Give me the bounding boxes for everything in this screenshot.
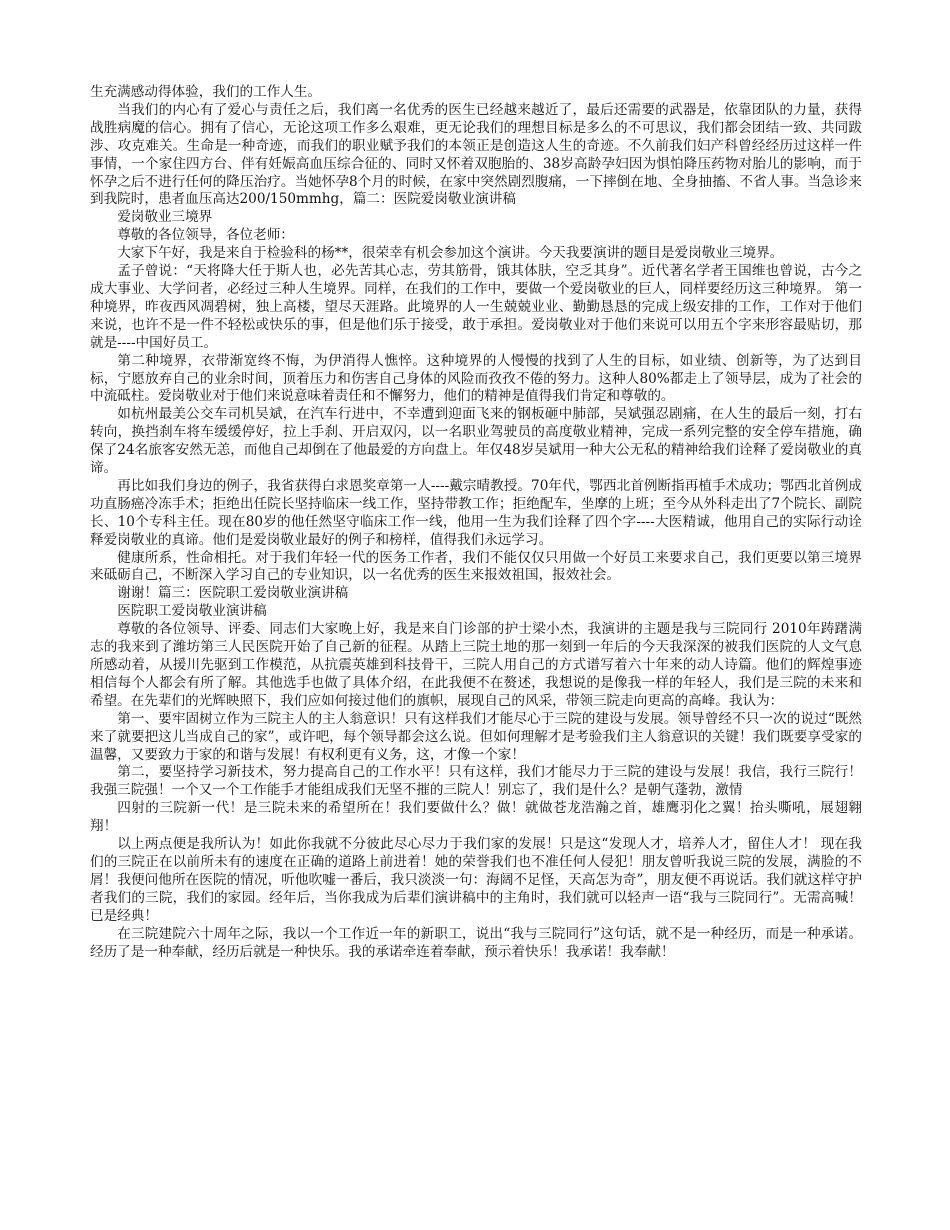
body-paragraph: 第二，要坚持学习新技术，努力提高自己的工作水平！只有这样，我们才能尽力于三院的建设与发展！我信，我行三院行！我强三院强！一个又一个工作能手才能组成我们无坚不摧的三院人！别忘了，我们是什么？是朝气蓬勃，激情 bbox=[90, 764, 862, 799]
body-paragraph: 第一、要牢固树立作为三院主人的主人翁意识！只有这样我们才能尽心于三院的建设与发展。领导曾经不只一次的说过“既然来了就要把这儿当成自己的家”，或许吧，每个领导都会这么说。但如何理解才是考验我们主人翁意识的关键！我们既要享受家的温馨，又要致力于家的和谐与发展！有权利更有义务，这，才像一个家！ bbox=[90, 710, 862, 763]
section-heading: 尊敬的各位领导，各位老师： bbox=[117, 227, 294, 244]
body-paragraph: 孟子曾说：“天将降大任于斯人也，必先苦其心志，劳其筋骨，饿其体肤，空乏其身”。近代著名学者王国维也曾说，古今之成大事业、大学问者，必经过三种人生境界。同样，在我们的工作中，要做一个爱岗敬业的巨人，同样要经历这三种境界。 第一种境界，昨夜西风凋碧树，独上高楼，望尽天涯路。此境界的人一生兢兢业业、勤勤恳恳的完成上级安排的工作，工作对于他们来说，也许不是一件不轻松或快乐的事，但是他们乐于接受，敢于承担。爱岗敬业对于他们来说可以用五个字来形容最贴切，那就是----中国好员工。 bbox=[90, 263, 862, 351]
section-heading: 医院职工爱岗敬业演讲稿 bbox=[117, 603, 267, 620]
body-paragraph: 第二种境界，衣带渐宽终不悔，为伊消得人憔悴。这种境界的人慢慢的找到了人生的目标，如业绩、创新等，为了达到目标，宁愿放弃自己的业余时间，顶着压力和伤害自己身体的风险而孜孜不倦的努力。这种人80%都走上了领导层，成为了社会的中流砥柱。爱岗敬业对于他们来说意味着责任和不懈努力，他们的精神是值得我们肯定和尊敬的。 bbox=[90, 352, 862, 405]
body-paragraph: 健康所系，性命相托。对于我们年轻一代的医务工作者，我们不能仅仅只用做一个好员工来要求自己，我们更要以第三境界来砥砺自己，不断深入学习自己的专业知识，以一名优秀的医生来报效祖国，报效社会。 bbox=[90, 549, 862, 584]
body-paragraph: 以上两点便是我所认为！如此你我就不分彼此尽心尽力于我们家的发展！只是这“发现人才，培养人才，留住人才！ 现在我们的三院正在以前所未有的速度在正确的道路上前进着！她的荣誉我们也不准任何人侵犯！朋友曾听我说三院的发展，满脸的不屑！我便问他所在医院的情况，听他吹嘘一番后，我只淡淡一句：海阔不足怪，天高怎为奇”，朋友便不再说话。我们就这样守护者我们的三院，我们的家园。经年后，当你我成为后辈们演讲稿中的主角时，我们就可以轻声一语“我与三院同行”。无需高喊！已是经典！ bbox=[90, 836, 862, 924]
body-paragraph: 再比如我们身边的例子，我省获得白求恩奖章第一人----戴宗晴教授。70年代，鄂西北首例断指再植手术成功；鄂西北首例成功直肠癌冷冻手术；拒绝出任院长坚持临床一线工作，坚持带教工作；拒绝配车，坐摩的上班；至今从外科走出了7个院长、副院长、10个专科主任。现在80岁的他任然坚守临床工作一线，他用一生为我们诠释了四个字----大医精诚，他用自己的实际行动诠释爱岗敬业的真谛。他们是爱岗敬业最好的例子和榜样，值得我们永远学习。 bbox=[90, 477, 862, 548]
body-paragraph: 生充满感动得体验，我们的工作人生。 bbox=[90, 84, 322, 100]
body-paragraph: 尊敬的各位领导、评委、同志们大家晚上好，我是来自门诊部的护士梁小杰，我演讲的主题是我与三院同行 2010年踌躇满志的我来到了潍坊第三人民医院开始了自己新的征程。从踏上三院土地的那一刻到一年后的今天我深深的被我们医院的人文气息所感动着，从援川先驱到工作模范，从抗震英雄到科技骨干，三院人用自己的方式谱写着六十年来的动人诗篇。他们的辉煌事迹相信每个人都会有所了解。其他选手也做了具体介绍，在此我便不在赘述，我想说的是像我一样的年轻人，我们是三院的未来和希望。在先辈们的光辉映照下，我们应如何接过他们的旗帜，展现自己的风采，带领三院走向更高的高峰。我认为： bbox=[90, 621, 862, 709]
body-paragraph: 四射的三院新一代！是三院未来的希望所在！我们要做什么？做！就做苍龙浩瀚之首，雄鹰羽化之翼！抬头嘶吼，展翅翱翔！ bbox=[90, 800, 862, 835]
body-paragraph: 如杭州最美公交车司机吴斌，在汽车行进中，不幸遭到迎面飞来的钢板砸中肺部，吴斌强忍剧痛，在人生的最后一刻，打右转向，换挡刹车将车缓缓停好，拉上手刹、开启双闪，以一名职业驾驶员的高度敬业精神，完成一系列完整的安全停车措施，确保了24名旅客安然无恙，而他自己却倒在了他最爱的方向盘上。年仅48岁吴斌用一种大公无私的精神给我们诠释了爱岗敬业的真谛。 bbox=[90, 406, 862, 477]
body-paragraph: 在三院建院六十周年之际，我以一个工作近一年的新职工，说出“我与三院同行”这句话，就不是一种经历，而是一种承诺。经历了是一种奉献，经历后就是一种快乐。我的承诺牵连着奉献，预示着快乐！我承诺！我奉献！ bbox=[90, 925, 862, 960]
body-paragraph: 大家下午好，我是来自于检验科的杨**，很荣幸有机会参加这个演讲。今天我要演讲的题目是爱岗敬业三境界。 bbox=[117, 245, 784, 262]
document-body bbox=[90, 84, 862, 961]
body-paragraph: 当我们的内心有了爱心与责任之后，我们离一名优秀的医生已经越来越近了，最后还需要的武器是，依靠团队的力量，获得战胜病魔的信心。拥有了信心，无论这项工作多么艰难，更无论我们的理想目标是多么的不可思议，我们都会团结一致、共同跋涉、攻克难关。生命是一种奇迹，而我们的职业赋予我们的本领正是创造这人生的奇迹。不久前我们妇产科曾经经历过这样一件事情，一个家住四方台、伴有妊娠高血压综合征的、同时又怀着双胞胎的、38岁高龄孕妇因为惧怕降压药物对胎儿的影响，而于怀孕之后不进行任何的降压治疗。当她怀孕8个月的时候，在家中突然剧烈腹痛，一下摔倒在地、全身抽搐、不省人事。当急诊来到我院时，患者血压高达200/150mmhg，篇二：医院爱岗敬业演讲稿 bbox=[90, 101, 862, 208]
section-heading: 谢谢！篇三：医院职工爱岗敬业演讲稿 bbox=[117, 585, 349, 602]
section-heading: 爱岗敬业三境界 bbox=[117, 209, 213, 226]
